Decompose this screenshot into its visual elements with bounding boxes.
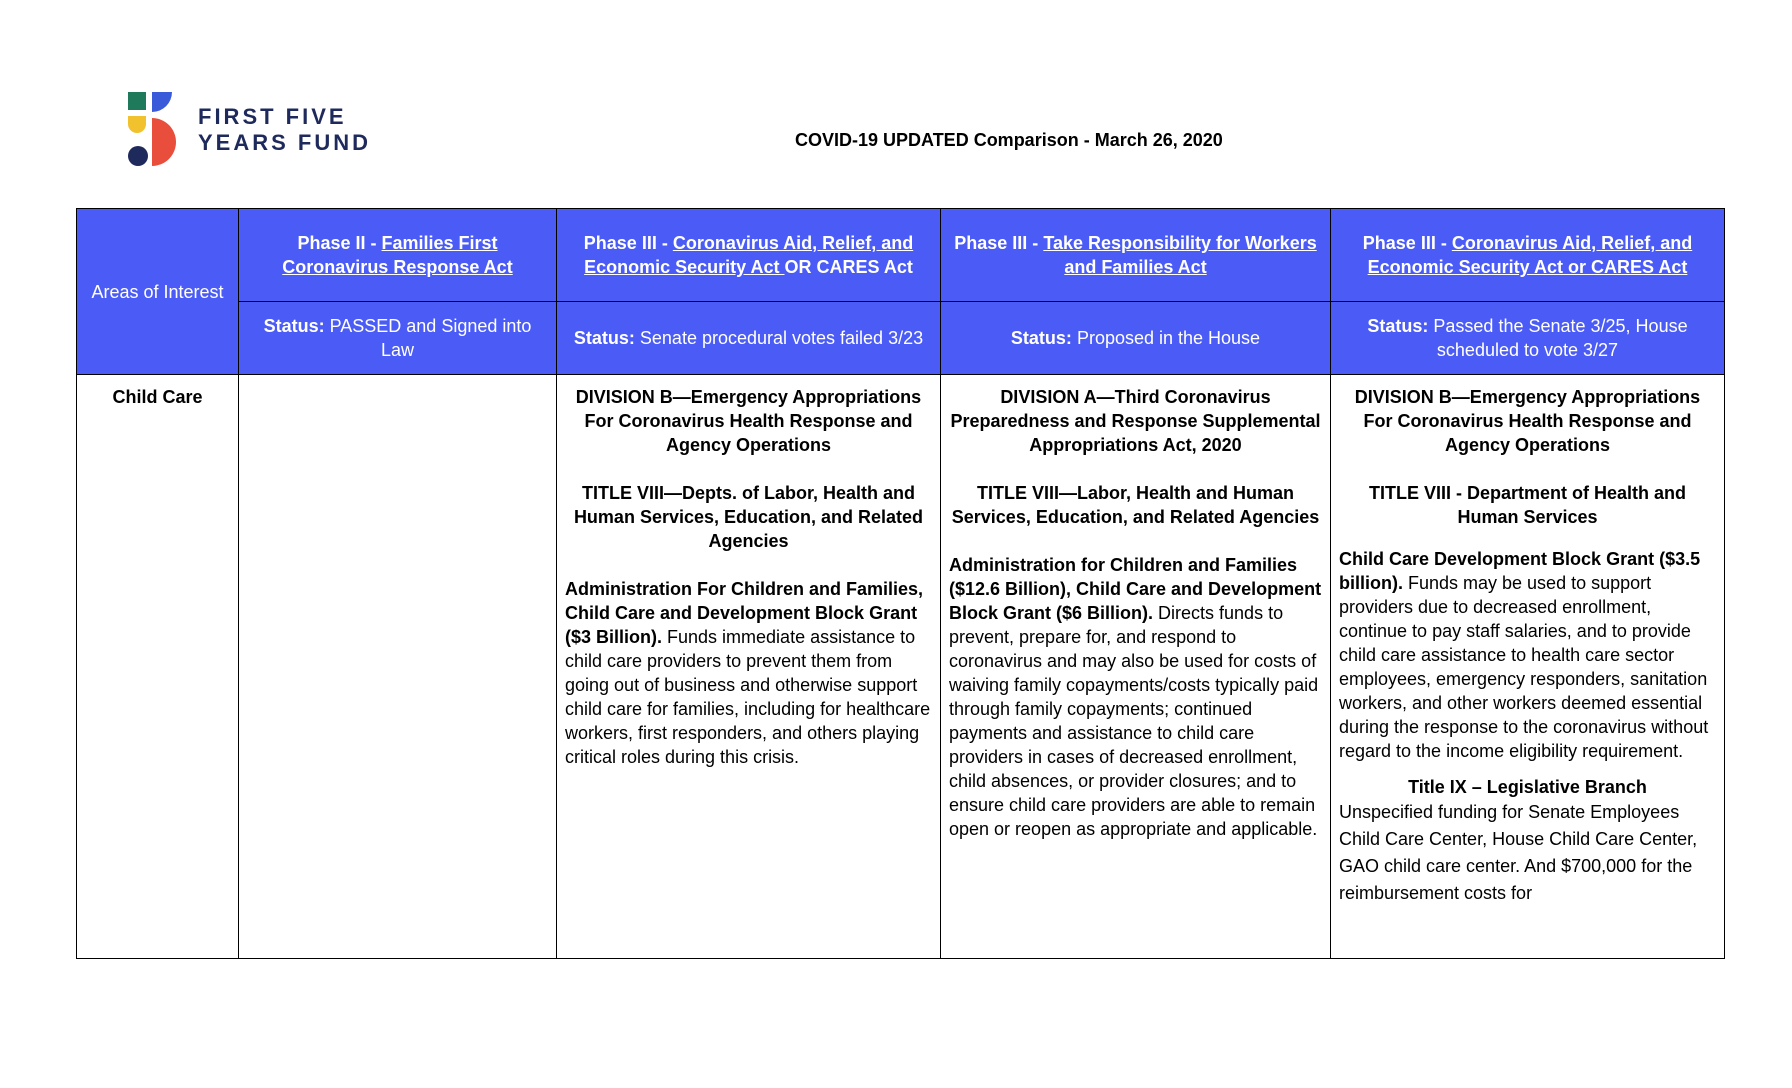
logo: [128, 92, 398, 168]
cell-phase3-cares-child-care: [1331, 375, 1725, 959]
areas-of-interest-header: Areas of Interest: [77, 209, 239, 375]
status-label: Status:: [263, 316, 325, 336]
legislative-branch-text: Unspecified funding for Senate Employees Child Care Center, House Child Care Center, GAO child care center. And $700,000 for the reimbursement costs for: [1339, 802, 1698, 903]
table-row-child-care: [77, 375, 1725, 959]
status-text: PASSED and Signed into Law: [324, 316, 532, 360]
title-heading: TITLE VIII—Depts. of Labor, Health and Human Services, Education, and Related Agencies: [573, 483, 924, 551]
provision-body: Funds immediate assistance to child care providers to prevent them from going out of business and otherwise support child care for families, including for healthcare workers, first responders, and others playing critical roles during this crisis.: [565, 627, 931, 767]
column-header-phase3-cares: [1331, 209, 1725, 302]
logo-line-1: FIRST FIVE: [198, 104, 347, 129]
phase-label: Phase III -: [1362, 233, 1452, 253]
provision-lead: Administration For Children and Families, Child Care and Development Block Grant ($3 Billion).: [565, 579, 924, 647]
provision-text: [949, 553, 1322, 841]
status-cell: [239, 302, 557, 375]
provision-body: Directs funds to prevent, prepare for, and respond to coronavirus and may also be used for costs of waiving family copayments/costs typically paid through family copayments; continued payments and assistance to child care providers in cases of decreased enrollment, child absences, or provider closures; and to ensure child care providers are able to remain open or reopen as appropriate and applicable.: [949, 603, 1319, 839]
status-label: Status:: [1010, 328, 1072, 348]
status-text: Passed the Senate 3/25, House scheduled to vote 3/27: [1428, 316, 1688, 360]
logo-mark-icon: [128, 92, 184, 168]
document-title: COVID-19 UPDATED Comparison - March 26, 2020: [795, 130, 1223, 150]
title-heading: TITLE VIII - Department of Health and Human Services: [1368, 483, 1687, 527]
logo-line-2: YEARS FUND: [198, 130, 372, 155]
phase-label: Phase III -: [954, 233, 1044, 253]
provision-lead: Administration for Children and Families ($12.6 Billion), Child Care and Development Block Grant ($6 Billion).: [949, 555, 1322, 623]
logo-wordmark: [198, 104, 371, 156]
division-heading: DIVISION A—Third Coronavirus Preparedness and Response Supplemental Appropriations Act, 2020: [950, 387, 1321, 455]
take-responsibility-act-link[interactable]: Take Responsibility for Workers and Families Act: [1043, 233, 1317, 277]
status-text: Proposed in the House: [1071, 328, 1261, 348]
title-heading: TITLE VIII—Labor, Health and Human Services, Education, and Related Agencies: [951, 483, 1320, 527]
provision-text: [1339, 547, 1716, 763]
cell-phase3-senate-child-care: [557, 375, 941, 959]
header-row-status: [77, 302, 1725, 375]
header-row-titles: [77, 209, 1725, 302]
cell-phase2-child-care: [239, 375, 557, 959]
cares-act-final-link[interactable]: Coronavirus Aid, Relief, and Economic Security Act or CARES Act: [1367, 233, 1693, 277]
provision-body: Funds may be used to support providers due to decreased enrollment, continue to pay staff salaries, and to provide child care assistance to health care sector employees, emergency responders, sanitation workers, and other workers deemed essential during the response to the coronavirus without regard to the income eligibility requirement.: [1339, 573, 1709, 761]
phase-label: Phase III -: [583, 233, 673, 253]
phase-suffix: OR CARES Act: [784, 257, 913, 277]
phase-label: Phase II -: [297, 233, 382, 253]
division-heading: DIVISION B—Emergency Appropriations For Coronavirus Health Response and Agency Operations: [1354, 387, 1701, 455]
status-text: Senate procedural votes failed 3/23: [634, 328, 924, 348]
provision-lead: Child Care Development Block Grant ($3.5 billion).: [1339, 549, 1701, 593]
provision-text: [565, 577, 932, 769]
families-first-act-link[interactable]: Families First Coronavirus Response Act: [282, 233, 513, 277]
legislative-branch-heading: Title IX – Legislative Branch: [1408, 777, 1647, 797]
cell-phase3-house-child-care: [941, 375, 1331, 959]
cares-act-link[interactable]: Coronavirus Aid, Relief, and Economic Security Act: [584, 233, 914, 277]
column-header-phase3-senate: [557, 209, 941, 302]
column-header-phase3-house: [941, 209, 1331, 302]
status-label: Status:: [1367, 316, 1429, 336]
status-cell: [557, 302, 941, 375]
status-label: Status:: [573, 328, 635, 348]
status-cell: [941, 302, 1331, 375]
comparison-table: [76, 208, 1725, 959]
division-heading: DIVISION B—Emergency Appropriations For Coronavirus Health Response and Agency Operations: [575, 387, 922, 455]
column-header-phase2: [239, 209, 557, 302]
status-cell: [1331, 302, 1725, 375]
area-label-child-care: Child Care: [77, 375, 239, 959]
